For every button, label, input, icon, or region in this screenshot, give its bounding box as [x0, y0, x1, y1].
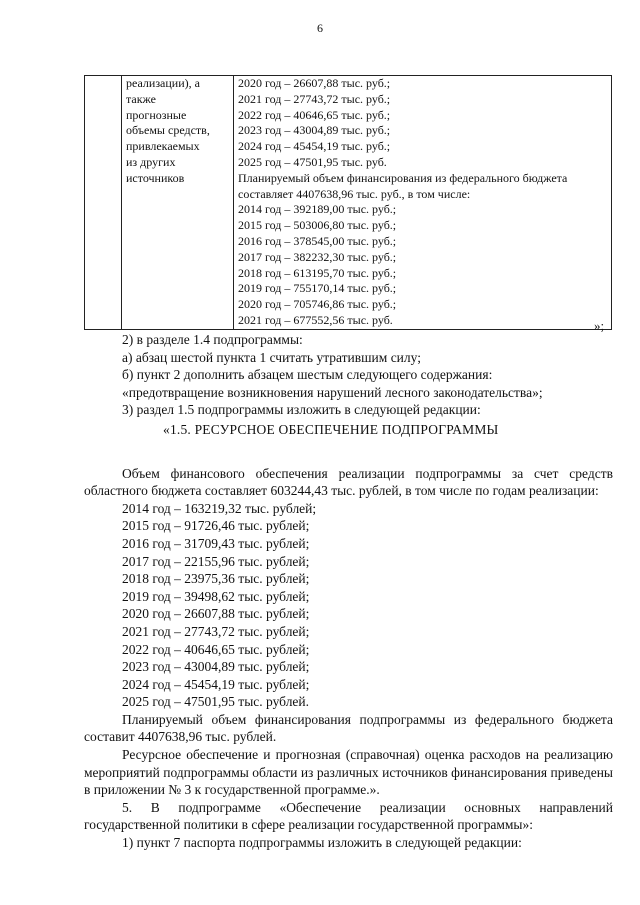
value-line: 2019 год – 755170,14 тыс. руб.; — [238, 281, 397, 296]
value-line: составляет 4407638,96 тыс. руб., в том числе: — [238, 186, 471, 201]
year-line: 2024 год – 45454,19 тыс. рублей; — [122, 676, 310, 692]
value-line: 2020 год – 26607,88 тыс. руб.; — [238, 76, 391, 90]
document-body — [84, 331, 613, 852]
year-line: 2021 год – 27743,72 тыс. рублей; — [122, 623, 310, 639]
year-line: 2017 год – 22155,96 тыс. рублей; — [122, 553, 310, 569]
item-a: а) абзац шестой пункта 1 считать утратившим силу; — [122, 349, 421, 365]
para-regional: Объем финансового обеспечения реализации подпрограммы за счет средств областного бюджета составляет 603244,43 тыс. рублей, в том числе по годам реализации: — [84, 465, 613, 499]
table-cell-empty — [85, 76, 122, 330]
years-list — [84, 500, 613, 711]
value-line: 2025 год – 47501,95 тыс. руб. — [238, 154, 387, 169]
year-line: 2014 год – 163219,32 тыс. рублей; — [122, 500, 317, 516]
para-5-1: 1) пункт 7 паспорта подпрограммы изложить в следующей редакции: — [122, 835, 522, 851]
table-row — [85, 76, 612, 330]
table-cell-label — [122, 76, 234, 330]
value-line: 2023 год – 43004,89 тыс. руб.; — [238, 123, 391, 138]
value-line: 2021 год – 677552,56 тыс. руб. — [238, 312, 393, 327]
year-line: 2020 год – 26607,88 тыс. рублей; — [122, 606, 310, 622]
item-b: б) пункт 2 дополнить абзацем шестым следующего содержания: — [122, 367, 493, 383]
value-line: 2022 год – 40646,65 тыс. руб.; — [238, 107, 391, 122]
para-federal: Планируемый объем финансирования подпрограммы из федерального бюджета составит 4407638,96 тыс. рублей. — [84, 711, 613, 745]
section-2: 2) в разделе 1.4 подпрограммы: — [122, 332, 303, 347]
quote-b: «предотвращение возникновения нарушений лесного законодательства»; — [122, 384, 543, 400]
year-line: 2015 год – 91726,46 тыс. рублей; — [122, 518, 310, 534]
value-line: 2014 год – 392189,00 тыс. руб.; — [238, 202, 397, 217]
section-3: 3) раздел 1.5 подпрограммы изложить в следующей редакции: — [122, 402, 481, 418]
value-line: 2018 год – 613195,70 тыс. руб.; — [238, 265, 397, 280]
label-line: объемы средств, — [126, 123, 210, 138]
para-5: 5. В подпрограмме «Обеспечение реализации основных направлений государственной политики в сфере реализации государственной программы»: — [84, 799, 613, 833]
value-line: 2020 год – 705746,86 тыс. руб.; — [238, 297, 397, 312]
year-line: 2019 год – 39498,62 тыс. рублей; — [122, 588, 310, 604]
year-line: 2023 год – 43004,89 тыс. рублей; — [122, 659, 310, 675]
year-line: 2016 год – 31709,43 тыс. рублей; — [122, 535, 310, 551]
label-line: привлекаемых — [126, 139, 200, 154]
year-line: 2022 год – 40646,65 тыс. рублей; — [122, 641, 310, 657]
value-line: 2017 год – 382232,30 тыс. руб.; — [238, 249, 397, 264]
year-line: 2018 год – 23975,36 тыс. рублей; — [122, 571, 310, 587]
para-resource: Ресурсное обеспечение и прогнозная (справочная) оценка расходов на реализацию мероприятий подпрограммы области из различных источников финансирования приведены в приложении № 3 к государственной программе.». — [84, 747, 613, 798]
label-line: также — [126, 91, 157, 106]
table-end-mark: »; — [594, 318, 605, 333]
label-line: источников — [126, 170, 185, 185]
value-line: 2021 год – 27743,72 тыс. руб.; — [238, 91, 391, 106]
section-heading: «1.5. РЕСУРСНОЕ ОБЕСПЕЧЕНИЕ ПОДПРОГРАММЫ — [163, 421, 499, 437]
table-cell-values — [234, 76, 612, 330]
page-number: 6 — [317, 21, 323, 35]
value-line: 2024 год – 45454,19 тыс. руб.; — [238, 139, 391, 154]
label-line: реализации), а — [126, 76, 200, 90]
label-line: прогнозные — [126, 107, 187, 122]
label-line: из других — [126, 154, 176, 169]
value-line: 2016 год – 378545,00 тыс. руб.; — [238, 233, 397, 248]
value-line: Планируемый объем финансирования из федерального бюджета — [238, 170, 568, 185]
passport-table — [84, 75, 612, 330]
year-line: 2025 год – 47501,95 тыс. рублей. — [122, 694, 310, 710]
value-line: 2015 год – 503006,80 тыс. руб.; — [238, 218, 397, 233]
